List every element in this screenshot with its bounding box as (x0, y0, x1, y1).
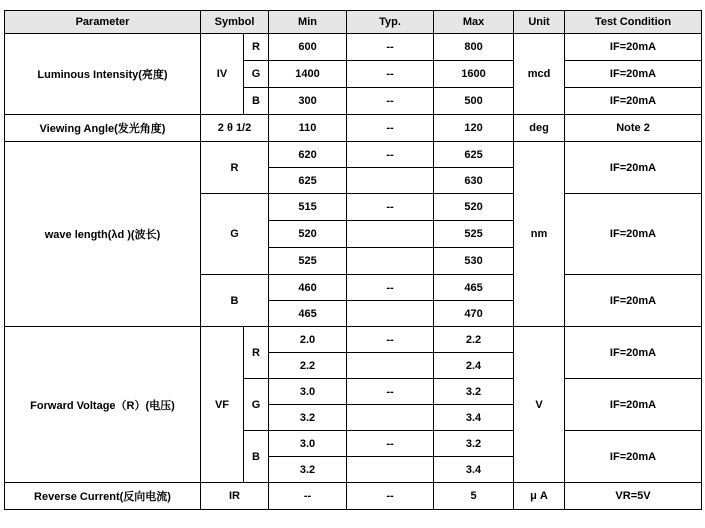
wave-color-b: B (201, 275, 269, 327)
reverse-cond: VR=5V (565, 483, 702, 510)
wave-typ (347, 301, 434, 327)
reverse-typ: -- (347, 483, 434, 510)
header-typ: Typ. (347, 11, 434, 34)
forward-max: 2.4 (434, 353, 514, 379)
wave-cond-g: IF=20mA (565, 194, 702, 275)
luminous-symbol: IV (201, 34, 244, 115)
wave-typ (347, 248, 434, 275)
forward-min: 3.2 (269, 457, 347, 483)
forward-symbol: VF (201, 327, 244, 483)
luminous-min: 600 (269, 34, 347, 61)
forward-color-b: B (244, 431, 269, 483)
forward-min: 2.0 (269, 327, 347, 353)
wave-min: 525 (269, 248, 347, 275)
wave-min: 620 (269, 142, 347, 168)
viewing-parameter: Viewing Angle(发光角度) (5, 115, 201, 142)
wave-cond-r: IF=20mA (565, 142, 702, 194)
luminous-typ: -- (347, 61, 434, 88)
reverse-unit: μ A (514, 483, 565, 510)
header-symbol: Symbol (201, 11, 269, 34)
luminous-min: 1400 (269, 61, 347, 88)
luminous-typ: -- (347, 34, 434, 61)
forward-typ (347, 457, 434, 483)
luminous-cond: IF=20mA (565, 34, 702, 61)
forward-cond-g: IF=20mA (565, 379, 702, 431)
forward-max: 3.2 (434, 431, 514, 457)
viewing-cond: Note 2 (565, 115, 702, 142)
forward-max: 2.2 (434, 327, 514, 353)
viewing-symbol: 2 θ 1/2 (201, 115, 269, 142)
table-row (5, 142, 702, 168)
wave-color-g: G (201, 194, 269, 275)
forward-max: 3.4 (434, 405, 514, 431)
reverse-parameter: Reverse Current(反向电流) (5, 483, 201, 510)
luminous-cond: IF=20mA (565, 88, 702, 115)
table-row (5, 327, 702, 353)
header-parameter: Parameter (5, 11, 201, 34)
forward-typ: -- (347, 327, 434, 353)
forward-typ (347, 353, 434, 379)
luminous-cond: IF=20mA (565, 61, 702, 88)
forward-min: 2.2 (269, 353, 347, 379)
wave-typ: -- (347, 194, 434, 221)
wave-max: 465 (434, 275, 514, 301)
table-row (5, 34, 702, 61)
forward-max: 3.4 (434, 457, 514, 483)
forward-typ (347, 405, 434, 431)
wave-unit: nm (514, 142, 565, 327)
viewing-max: 120 (434, 115, 514, 142)
wave-typ (347, 221, 434, 248)
luminous-color-g: G (244, 61, 269, 88)
wave-max: 630 (434, 168, 514, 194)
luminous-parameter: Luminous Intensity(亮度) (5, 34, 201, 115)
luminous-max: 1600 (434, 61, 514, 88)
wave-color-r: R (201, 142, 269, 194)
luminous-max: 500 (434, 88, 514, 115)
wave-typ: -- (347, 142, 434, 168)
forward-cond-r: IF=20mA (565, 327, 702, 379)
forward-min: 3.0 (269, 431, 347, 457)
viewing-typ: -- (347, 115, 434, 142)
luminous-color-b: B (244, 88, 269, 115)
forward-max: 3.2 (434, 379, 514, 405)
wave-min: 465 (269, 301, 347, 327)
forward-parameter: Forward Voltage（R）(电压) (5, 327, 201, 483)
wave-max: 525 (434, 221, 514, 248)
forward-cond-b: IF=20mA (565, 431, 702, 483)
wave-min: 520 (269, 221, 347, 248)
header-unit: Unit (514, 11, 565, 34)
wave-max: 520 (434, 194, 514, 221)
viewing-min: 110 (269, 115, 347, 142)
reverse-symbol: IR (201, 483, 269, 510)
wave-typ (347, 168, 434, 194)
header-max: Max (434, 11, 514, 34)
header-min: Min (269, 11, 347, 34)
viewing-unit: deg (514, 115, 565, 142)
luminous-max: 800 (434, 34, 514, 61)
wave-max: 530 (434, 248, 514, 275)
reverse-max: 5 (434, 483, 514, 510)
luminous-typ: -- (347, 88, 434, 115)
forward-unit: V (514, 327, 565, 483)
forward-min: 3.2 (269, 405, 347, 431)
luminous-min: 300 (269, 88, 347, 115)
wave-parameter: wave length(λd )(波长) (5, 142, 201, 327)
wave-typ: -- (347, 275, 434, 301)
forward-typ: -- (347, 431, 434, 457)
luminous-color-r: R (244, 34, 269, 61)
wave-max: 470 (434, 301, 514, 327)
forward-color-g: G (244, 379, 269, 431)
wave-cond-b: IF=20mA (565, 275, 702, 327)
forward-typ: -- (347, 379, 434, 405)
spec-table (4, 10, 702, 510)
header-row (5, 11, 702, 34)
wave-max: 625 (434, 142, 514, 168)
table-row (5, 483, 702, 510)
reverse-min: -- (269, 483, 347, 510)
wave-min: 515 (269, 194, 347, 221)
wave-min: 625 (269, 168, 347, 194)
luminous-unit: mcd (514, 34, 565, 115)
wave-min: 460 (269, 275, 347, 301)
header-test-condition: Test Condition (565, 11, 702, 34)
table-row (5, 115, 702, 142)
forward-min: 3.0 (269, 379, 347, 405)
forward-color-r: R (244, 327, 269, 379)
